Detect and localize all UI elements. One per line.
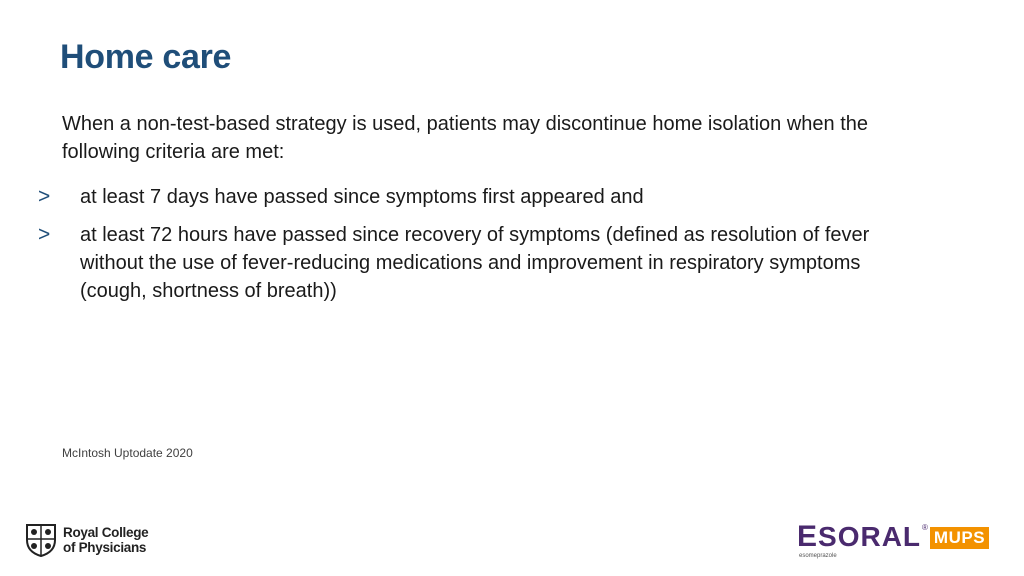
esoral-subtitle: esomeprazole xyxy=(799,553,837,559)
rcp-logo xyxy=(24,522,148,558)
rcp-name-line1: Royal College xyxy=(63,525,149,540)
bullet-text: at least 72 hours have passed since recovery of symptoms (defined as resolution of fever without the use of fever-reducing medications and improvement in respiratory symptoms (cough, shortness of breath)) xyxy=(80,224,870,302)
esoral-logo xyxy=(797,522,989,559)
criteria-list xyxy=(38,183,938,315)
esoral-wordmark: ESORAL xyxy=(797,520,922,553)
registered-mark: ® xyxy=(922,523,928,532)
bullet-marker-icon: > xyxy=(38,185,51,208)
intro-paragraph: When a non-test-based strategy is used, patients may discontinue home isolation when the following criteria are met: xyxy=(62,113,869,163)
bullet-marker-icon: > xyxy=(38,223,51,246)
list-item xyxy=(38,183,938,211)
mups-badge: MUPS xyxy=(930,527,989,549)
rcp-crest-icon xyxy=(24,522,58,558)
rcp-name-line2: of Physicians xyxy=(63,540,147,555)
bullet-text: at least 7 days have passed since symptoms first appeared and xyxy=(80,186,644,208)
slide-title: Home care xyxy=(60,38,232,76)
list-item xyxy=(38,221,938,305)
source-citation: McIntosh Uptodate 2020 xyxy=(62,446,193,460)
